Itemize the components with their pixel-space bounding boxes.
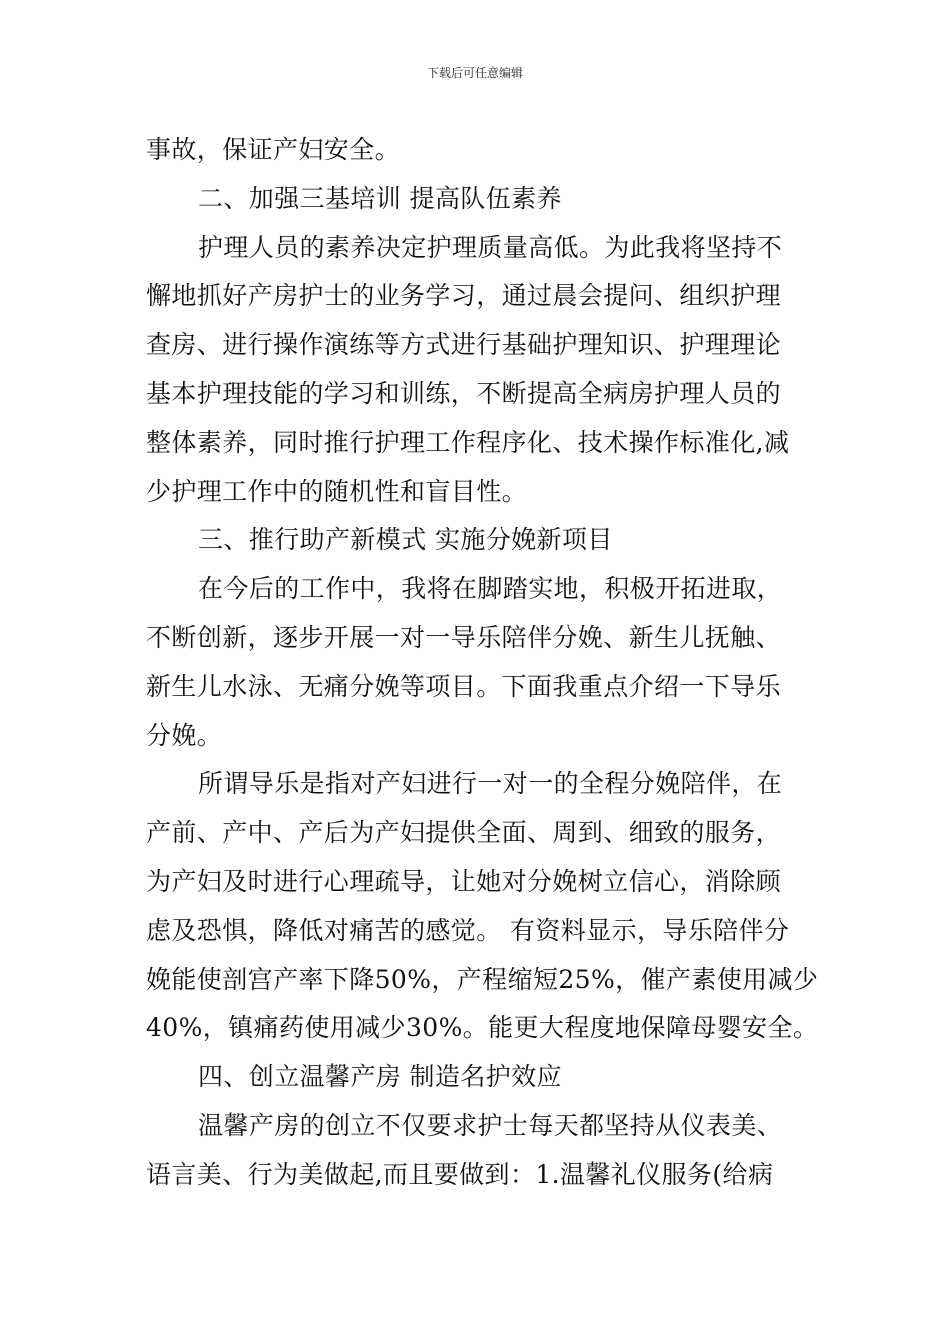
body-line: 新生儿水泳、无痛分娩等项目。下面我重点介绍一下导乐 [146, 671, 782, 701]
body-line: 懈地抓好产房护士的业务学习，通过晨会提问、组织护理 [146, 281, 782, 311]
body-line: 虑及恐惧，降低对痛苦的感觉。 有资料显示，导乐陪伴分 [146, 915, 790, 945]
body-line: 娩能使剖宫产率下降50%，产程缩短25%，催产素使用减少 [146, 964, 819, 994]
document-body [146, 126, 819, 1200]
section-heading: 三、推行助产新模式 实施分娩新项目 [198, 525, 613, 555]
page-header: 下载后可任意编辑 [426, 66, 523, 80]
body-line: 少护理工作中的随机性和盲目性。 [146, 476, 528, 506]
paragraph-first-line: 在今后的工作中，我将在脚踏实地，积极开拓进取， [198, 574, 783, 604]
body-line: 查房、进行操作演练等方式进行基础护理知识、护理理论 [146, 330, 782, 360]
section-heading: 四、创立温馨产房 制造名护效应 [198, 1062, 562, 1092]
body-line: 产前、产中、产后为产妇提供全面、周到、细致的服务， [146, 818, 782, 848]
body-line: 40%，镇痛药使用减少30%。能更大程度地保障母婴安全。 [146, 1013, 819, 1043]
body-line: 分娩。 [146, 720, 223, 750]
body-line: 语言美、行为美做起,而且要做到：1.温馨礼仪服务(给病 [146, 1159, 774, 1189]
section-heading: 二、加强三基培训 提高队伍素养 [198, 183, 562, 213]
paragraph-first-line: 护理人员的素养决定护理质量高低。为此我将坚持不 [198, 232, 783, 262]
body-line: 基本护理技能的学习和训练，不断提高全病房护理人员的 [146, 378, 782, 408]
body-line: 为产妇及时进行心理疏导，让她对分娩树立信心，消除顾 [146, 866, 782, 896]
body-line: 整体素养，同时推行护理工作程序化、技术操作标准化,减 [146, 427, 790, 457]
paragraph-first-line: 温馨产房的创立不仅要求护士每天都坚持从仪表美、 [198, 1110, 783, 1140]
paragraph-first-line: 所谓导乐是指对产妇进行一对一的全程分娩陪伴，在 [198, 769, 783, 799]
body-line: 事故，保证产妇安全。 [146, 135, 401, 164]
body-line: 不断创新，逐步开展一对一导乐陪伴分娩、新生儿抚触、 [146, 622, 782, 652]
